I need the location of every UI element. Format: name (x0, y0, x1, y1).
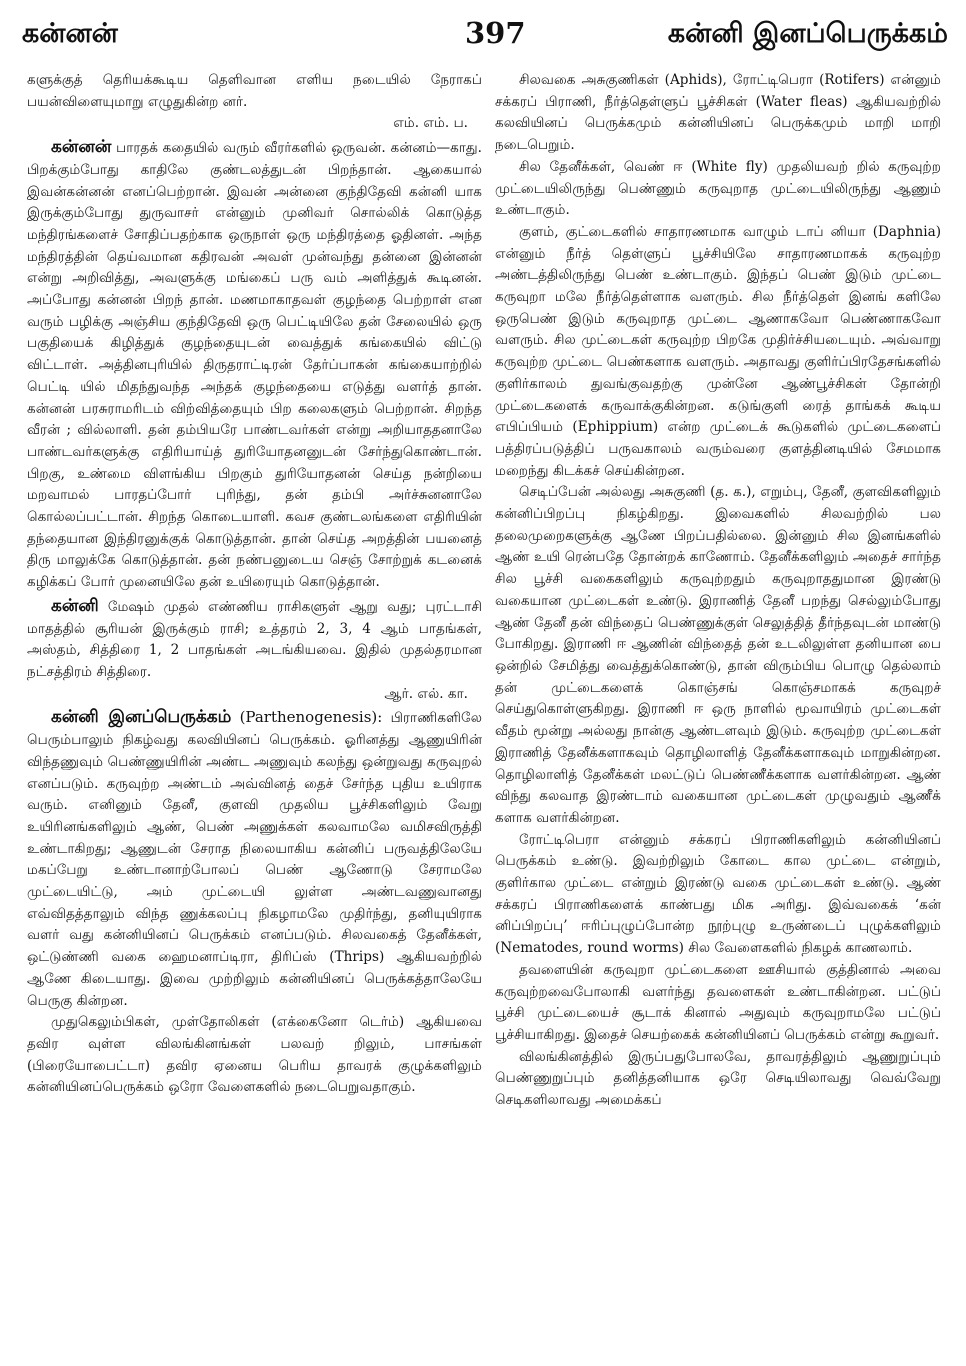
paragraph: களுக்குத் தெரியக்கூடிய தெளிவான எளிய நடையில் நேராகப் பயன்விளையுமாறு எழுதுகின்ற னர். (27, 72, 482, 110)
entry-kanni (27, 596, 482, 684)
paragraph: ரோட்டிபெரா என்னும் சக்கரப் பிராணிகளிலும் கன்னியினப் பெருக்கம் உண்டு. இவற்றிலும் கோடை கால முட்டை என்றும், குளிர்கால முட்டை என்றும் இரண்டு வகை முட்டைகள் உண்டு. ஆண் சக்கரப் பிராணிகளைக் காண்பது மிக அரிது. இவ்வகைக் ‘கன் னிப்பிறப்பு’ ஈரிப்புழுப்போன்ற நூற்புழு உருண்டைப் புழுக்களிலும் (Nematodes, round worms) சில வேளைகளில் நிகழக் காணலாம். (495, 831, 941, 957)
paragraph: சில தேனீக்கள், வெண் ஈ (White fly) முதலியவற் றில் கருவுற்ற முட்டையிலிருந்து பெண்ணும் கருவுறாத முட்டையிலிருந்து ஆணும் உண்டாகும். (495, 158, 941, 219)
paragraph: குளம், குட்டைகளில் சாதாரணமாக வாழும் டாப் னியா (Daphnia) என்னும் நீர்த் தெள்ளுப் பூச்சியிலே சாதாரணமாகக் கருவுற்ற அண்டத்திலிருந்து பெண் உண்டாகும். இந்தப் பெண் இடும் முட்டை கருவுறா மலே நீர்த்தெள்ளாக வளரும். சில நீர்த்தெள் இனங் களிலே ஒருபெண் இடும் கருவுறாத முட்டை ஆணாகவோ பெண்ணாகவோ வளரும். சில முட்டைகள் கருவுற்ற பிறகே முதிர்ச்சியடையும். அவ்வாறு கருவுற்ற முட்டை பெண்களாக வளரும். அதாவது குளிர்ப்பிரதேசங்களில் குளிர்காலம் துவங்குவதற்கு முன்னே ஆண்பூச்சிகள் தோன்றி முட்டைகளைக் கருவாக்குகின்றன. கடுங்குளி ரைத் தாங்கக் கூடிய எபிப்பியம் (Ephippium) என்ற முட்டைக் கூடுகளில் முட்டைகளைப் பத்திரப்படுத்திப் பருவகாலம் வரும்வரை குளத்தினடியில் சேமமாக மறைந்து கிடக்கச் செய்கின்றன. (495, 223, 941, 479)
entry-text: பிராணிகளிலே பெரும்பாலும் நிகழ்வது கலவியினப் பெருக்கம். ஓரினத்து ஆணுயிரின் விந்தணுவும் பெண்ணுயிரின் அண்ட அணுவும் கலந்து ஒன்றுவது கருவுறல் எனப்படும். கருவுற்ற அண்டம் அவ்வினத் தைச் சேர்ந்த புதிய உயிராக வரும். எனினும் தேனீ, குளவி முதலிய பூச்சிகளிலும் வேறு உயிரினங்களிலும் ஆண், பெண் அணுக்கள் கலவாமலே வமிசவிருத்தி உண்டாகிறது; ஆணுடன் சேராத நிலையாகிய கன்னிப் பருவத்திலேயே மகப்பேறு உண்டானாற்போலப் பெண் ஆணோடு சேராமலே முட்டையிட்டு, அம் முட்டையி லுள்ள அண்டவணுவானது எவ்விதத்தாலும் விந்த ணுக்கலப்பு நிகழாமலே முதிர்ந்து, தனியுயிராக வளர் வது கன்னியினப் பெருக்கம் எனப்படும். சிலவகைத் தேனீக்கள், ஒட்டுண்ணி வகை ஹைமனாப்டிரா, திரிப்ஸ் (Thrips) ஆகியவற்றில் ஆணே கிடையாது. இவை முற்றிலும் கன்னியினப் பெருக்கத்தாலேயே பெருகு கின்றன. (27, 710, 482, 1009)
author-signature: ஆர். எல். கா. (384, 685, 468, 702)
right-column (495, 70, 941, 1112)
header-right-guide-word: கன்னி இனப்பெருக்கம் (667, 18, 948, 49)
entry-parthenogenesis (27, 707, 482, 1012)
author-signature: எம். எம். ப. (393, 115, 468, 132)
entry-latin-term: (Parthenogenesis): (239, 708, 383, 727)
entry-headword: கன்னி (51, 595, 99, 616)
entry-headword: கன்னி இனப்பெருக்கம் (51, 707, 232, 728)
entry-kannan (27, 137, 482, 594)
entry-text: மேஷம் முதல் எண்ணிய ராசிகளுள் ஆறு வது; புரட்டாசி மாதத்தில் சூரியன் இருக்கும் ராசி; உத்தரம் 2, 3, 4 ஆம் பாதங்கள், அஸ்தம், சித்திரை 1, 2 பாதங்கள் அடங்கியவை. இதில் முதல்தரமான நட்சத்திரம் சித்திரை. (27, 598, 483, 680)
paragraph: முதுகெலும்பிகள், முள்தோலிகள் (எக்கைனோ டெர்ம்) ஆகியவை தவிர வுள்ள விலங்கினங்கள் பலவற் றிலும், பாசங்கள் (பிரையோபைட்டா) தவிர ஏனைய பெரிய தாவரக் குழுக்களிலும் கன்னியினப்பெருக்கம் ஒரோ வேளைகளில் நடைபெறுவதாகும். (27, 1014, 482, 1096)
paragraph: சிலவகை அசுகுணிகள் (Aphids), ரோட்டிபெரா (Rotifers) என்னும் சக்கரப் பிராணி, நீர்த்தெள்ளுப் பூச்சிகள் (Water fleas) ஆகியவற்றில் கலவியினப் பெருக்கமும் கன்னியினப் பெருக்கமும் மாறி மாறி நடைபெறும். (495, 72, 941, 154)
page-header (0, 0, 966, 60)
entry-text: பாரதக் கதையில் வரும் வீரர்களில் ஒருவன். கன்னம்—காது. பிறக்கும்போது காதிலே குண்டலத்துடன் பிறந்தான். ஆகையால் இவன்கன்னன் எனப்பெற்றான். இவன் அன்னை குந்திதேவி கன்னி யாக இருக்கும்போது துருவாசர் என்னும் முனிவர் சொல்லிக் கொடுத்த மந்திரங்களைச் சோதிப்பதற்காக ஒருநாள் ஒரு மந்திரத்தை ஓதினள். அந்த மந்திரத்தின் தெய்வமான கதிரவன் அவள் முன்வந்து தன்னை இன்னன் என்று அறிவித்து, அவளுக்கு மங்கைப் பரு வம் அளித்துக் கூடினன். அப்போது கன்னன் பிறந் தான். மணமாகாதவள் குழந்தை பெற்றாள் என வரும் பழிக்கு அஞ்சிய குந்திதேவி ஒரு பெட்டியிலே தன் சேலையில் ஒரு பகுதியைக் கிழித்துக் குழந்தையுடன் வைத்துக் கங்கையில் விட்டு விட்டாள். அத்தினபுரியில் திருதராட்டிரன் தேர்ப்பாகன் கங்கையாற்றில் பெட்டி யில் மிதந்துவந்த அந்தக் குழந்தையை எடுத்து வளர்த் தான். கன்னன் பரசுராமரிடம் விற்வித்தையும் பிற கலைகளும் பெற்றான். சிறந்த வீரன் ; வில்லாளி. தன் தம்பியரே பாண்டவர்கள் என்று அறியாததனாலே பாண்டவர்களுக்கு எதிரியாய்த் துரியோதனனுடன் சேர்ந்துகொண்டான். பிறகு, உண்மை விளங்கிய பிறகும் துரியோதனன் செய்த நன்றியை மறவாமல் பாரதப்போர் புரிந்து, தன் தம்பி அர்ச்சுனனாலே கொல்லப்பட்டான். சிறந்த கொடையாளி. கவச குண்டலங்களை எதிரியின் தந்தையான இந்திரனுக்குக் கொடுத்தான். தான் செய்த அறத்தின் பயனைத் திரு மாலுக்கே கொடுத்தான். தன் நண்பனுடைய செஞ் சோற்றுக் கடனைக் கழிக்கப் போர் முனையிலே தன் உயிரையும் கொடுத்தான். (27, 140, 483, 591)
left-column (27, 70, 482, 1099)
header-left-guide-word: கன்னன் (22, 18, 118, 49)
entry-headword: கன்னன் (51, 137, 112, 158)
paragraph: விலங்கினத்தில் இருப்பதுபோலவே, தாவரத்திலும் ஆணுறுப்பும் பெண்ணுறுப்பும் தனித்தனியாக ஒரே செடியிலாவது வெவ்வேறு செடிகளிலாவது அமைக்கப் (495, 1048, 941, 1109)
page-number: 397 (465, 16, 526, 50)
paragraph: செடிப்பேன் அல்லது அசுகுணி (த. க.), எறும்பு, தேனீ, குளவிகளிலும் கன்னிப்பிறப்பு நிகழ்கிறது. இவைகளில் சிலவற்றில் பல தலைமுறைகளுக்கு ஆணே பிறப்பதில்லை. இன்னும் சில இனங்களில் ஆண் உயி ரென்பதே தோன்றக் காணோம். தேனீக்களிலும் அதைச் சார்ந்த சில பூச்சி வகைகளிலும் கருவுற்றதும் கருவுறாததுமான இரண்டு வகையான முட்டைகள் உண்டு. இராணித் தேனீ பறந்து செல்லும்போது ஆண் தேனீ தன் விந்தைப் பெண்ணுக்குள் செலுத்தித் தீர்ந்தவுடன் மாண்டு போகிறது. இராணி ஈ ஆணின் விந்தைத் தன் உடலிலுள்ள தனியான பை ஒன்றில் சேமித்து வைத்துக்கொண்டு, தான் விரும்பிய பொழு தெல்லாம் தன் முட்டைகளைக் கொஞ்சங் கொஞ்சமாகக் கருவுறச் செய்துகொள்ளுகிறது. இராணி ஈ ஒரு நாளில் மூவாயிரம் முட்டைகள் வீதம் மூன்று அல்லது நான்கு ஆண்டளவும் இடும். கருவுற்ற முட்டைகள் இராணித் தேனீக்களாகவும் தொழிலாளித் தேனீக்களாகவும் மாறுகின்றன. தொழிலாளித் தேனீக்கள் மலட்டுப் பெண்ணீக்களாக வளர்கின்றன. ஆண் விந்து கலவாத இரண்டாம் வகையான முட்டைகள் முழுவதும் ஆணீக் களாக வளர்கின்றன. (495, 484, 941, 826)
paragraph: தவளையின் கருவுறா முட்டைகளை ஊசியால் குத்தினால் அவை கருவுற்றவைபோலாகி வளர்ந்து தவளைகள் உண்டாகின்றன. பட்டுப் பூச்சி முட்டையைச் சூடாக் கினால் அதுவும் கருவுறாமலே பட்டுப் பூச்சியாகிறது. இதைச் செயற்கைக் கன்னியினப் பெருக்கம் என்று கூறுவர். (495, 961, 941, 1043)
